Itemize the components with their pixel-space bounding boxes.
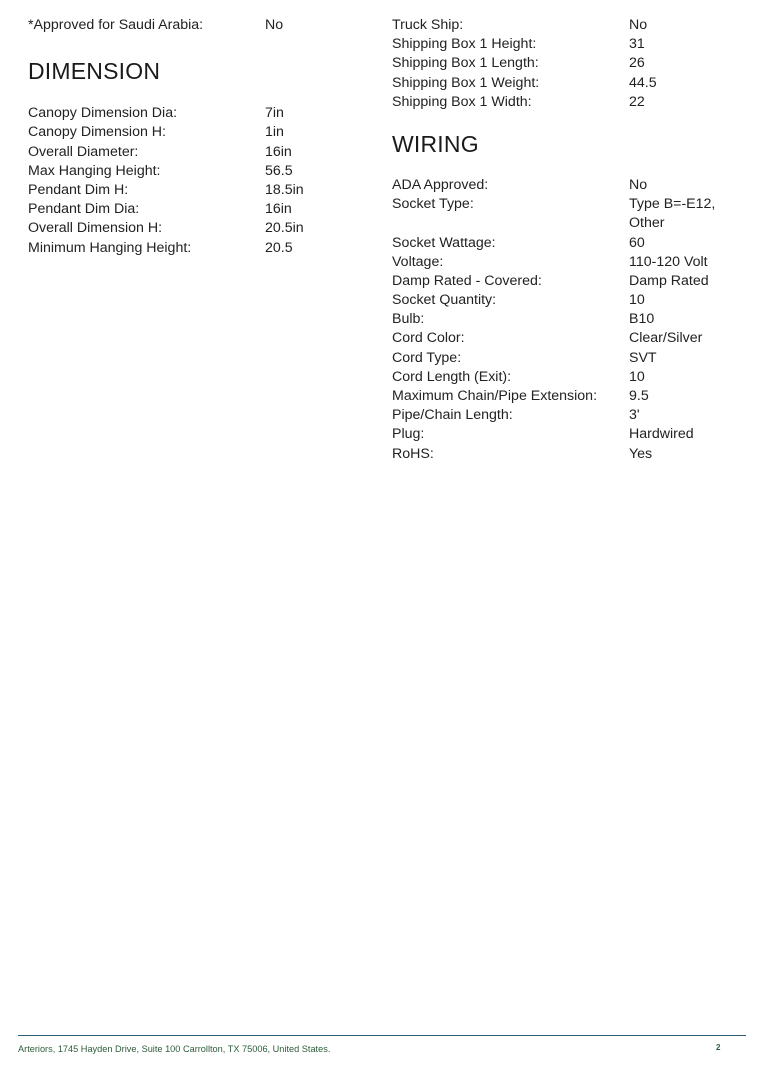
spec-value: 22 bbox=[629, 93, 645, 110]
spec-value: Clear/Silver bbox=[629, 330, 703, 347]
spec-row bbox=[392, 445, 742, 464]
spec-label: Overall Diameter: bbox=[28, 143, 139, 160]
spec-row bbox=[28, 181, 358, 200]
spec-label: Truck Ship: bbox=[392, 17, 464, 33]
spec-label: Overall Dimension H: bbox=[28, 220, 163, 237]
spec-value: 16in bbox=[265, 201, 292, 218]
spec-value: 10 bbox=[629, 292, 645, 309]
spec-label: ADA Approved: bbox=[392, 176, 489, 193]
spec-row bbox=[392, 195, 742, 233]
spec-row bbox=[392, 368, 742, 387]
spec-label: Socket Type: bbox=[392, 196, 474, 213]
spec-row bbox=[28, 219, 358, 238]
spec-value: Yes bbox=[629, 445, 653, 462]
spec-row bbox=[392, 234, 742, 253]
spec-value: 26 bbox=[629, 55, 645, 72]
page-number: 2 bbox=[716, 1043, 721, 1052]
spec-label: Cord Length (Exit): bbox=[392, 368, 512, 385]
left-column bbox=[28, 16, 358, 258]
spec-value: 16in bbox=[265, 143, 292, 160]
spec-row bbox=[392, 35, 742, 54]
spec-value: No bbox=[629, 17, 648, 33]
spec-value: 20.5in bbox=[265, 220, 304, 237]
spec-label: Shipping Box 1 Width: bbox=[392, 93, 532, 110]
wiring-spec-list bbox=[392, 176, 742, 464]
spec-row bbox=[392, 291, 742, 310]
spec-label: RoHS: bbox=[392, 445, 434, 462]
spec-row bbox=[392, 406, 742, 425]
section-title-dimension: DIMENSION bbox=[28, 58, 161, 85]
spec-row bbox=[392, 16, 742, 35]
spec-row-approved-saudi-arabia bbox=[28, 16, 358, 35]
dimension-spec-list bbox=[28, 104, 358, 258]
spec-value: 1in bbox=[265, 124, 284, 141]
spec-label: Max Hanging Height: bbox=[28, 162, 161, 179]
spec-value: SVT bbox=[629, 349, 657, 366]
spec-row bbox=[28, 239, 358, 258]
spec-row bbox=[392, 176, 742, 195]
spec-label: Shipping Box 1 Length: bbox=[392, 55, 539, 72]
spec-label: Pendant Dim Dia: bbox=[28, 201, 140, 218]
spec-label: Shipping Box 1 Height: bbox=[392, 36, 537, 53]
spec-value: 110-120 Volt bbox=[629, 253, 708, 270]
spec-value: No bbox=[629, 176, 648, 193]
spec-value: Damp Rated bbox=[629, 272, 709, 289]
spec-value: 18.5in bbox=[265, 181, 304, 198]
spec-label: Socket Quantity: bbox=[392, 292, 497, 309]
spec-value: B10 bbox=[629, 311, 655, 328]
spec-label: Canopy Dimension H: bbox=[28, 124, 166, 141]
spec-row bbox=[28, 104, 358, 123]
spec-row bbox=[392, 425, 742, 444]
spec-label: Bulb: bbox=[392, 311, 425, 328]
footer-divider bbox=[18, 1035, 746, 1036]
spec-value: 56.5 bbox=[265, 162, 293, 179]
section-title-wiring: WIRING bbox=[392, 130, 479, 157]
spec-value: 3' bbox=[629, 407, 640, 424]
spec-value: 10 bbox=[629, 368, 645, 385]
spec-row bbox=[28, 123, 358, 142]
spec-label: Damp Rated - Covered: bbox=[392, 272, 542, 289]
spec-label: Cord Type: bbox=[392, 349, 462, 366]
spec-row bbox=[392, 329, 742, 348]
shipping-spec-list bbox=[392, 16, 742, 112]
spec-value: 31 bbox=[629, 36, 645, 53]
spec-row bbox=[28, 162, 358, 181]
spec-label: Cord Color: bbox=[392, 330, 465, 347]
spec-label: Pipe/Chain Length: bbox=[392, 407, 513, 424]
spec-label: Maximum Chain/Pipe Extension: bbox=[392, 388, 598, 405]
spec-label: *Approved for Saudi Arabia: bbox=[28, 17, 204, 33]
spec-row bbox=[392, 310, 742, 329]
spec-value: No bbox=[265, 17, 284, 33]
spec-value: 44.5 bbox=[629, 74, 657, 91]
spec-value: 9.5 bbox=[629, 388, 649, 405]
spec-row bbox=[392, 272, 742, 291]
spec-row bbox=[392, 93, 742, 112]
spec-label: Plug: bbox=[392, 426, 425, 443]
spec-value: 60 bbox=[629, 234, 645, 251]
spec-row bbox=[28, 200, 358, 219]
spec-label: Voltage: bbox=[392, 253, 444, 270]
spec-label: Canopy Dimension Dia: bbox=[28, 105, 178, 122]
right-column bbox=[392, 16, 742, 464]
spec-row bbox=[392, 349, 742, 368]
spec-label: Minimum Hanging Height: bbox=[28, 239, 192, 256]
spec-value: 20.5 bbox=[265, 239, 293, 256]
spec-row bbox=[392, 253, 742, 272]
spec-value: Type B=-E12, Other bbox=[629, 196, 716, 232]
spec-label: Socket Wattage: bbox=[392, 234, 496, 251]
spec-value: 7in bbox=[265, 105, 284, 122]
spec-row bbox=[392, 74, 742, 93]
spec-label: Shipping Box 1 Weight: bbox=[392, 74, 540, 91]
footer-address: Arteriors, 1745 Hayden Drive, Suite 100 Carrollton, TX 75006, United States. bbox=[18, 1044, 331, 1054]
spec-label: Pendant Dim H: bbox=[28, 181, 129, 198]
spec-row bbox=[392, 387, 742, 406]
spec-row bbox=[392, 54, 742, 73]
spec-value: Hardwired bbox=[629, 426, 694, 443]
spec-row bbox=[28, 143, 358, 162]
